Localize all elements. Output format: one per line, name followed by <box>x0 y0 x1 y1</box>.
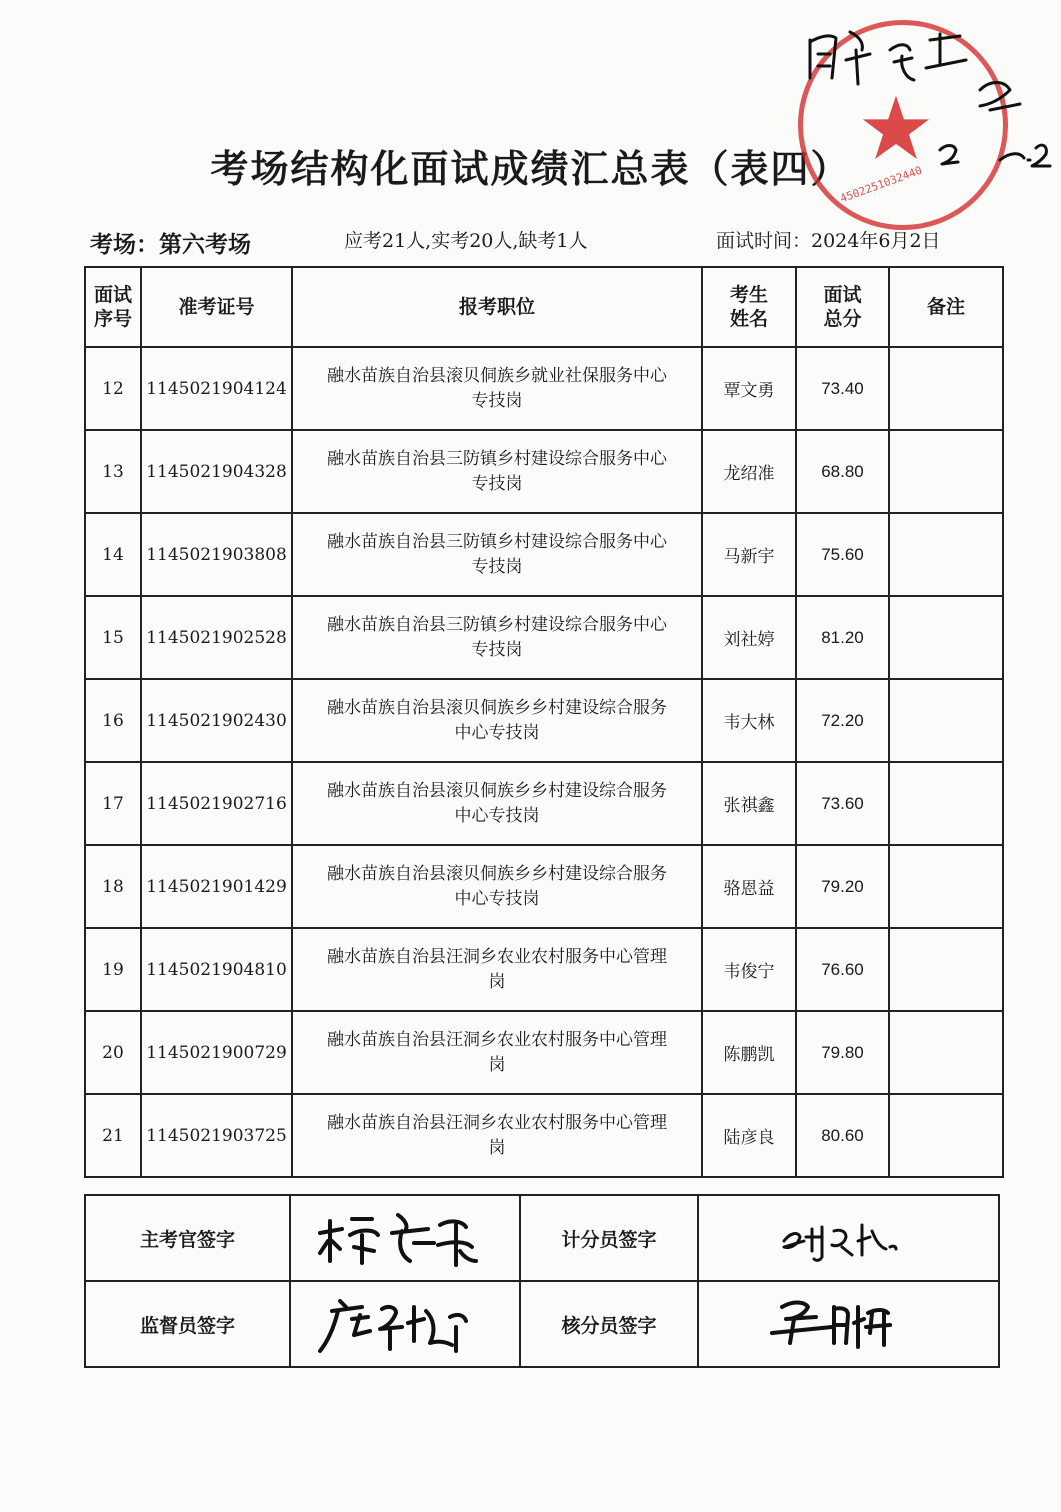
cell-ticket: 1145021902430 <box>141 679 292 762</box>
cell-remark <box>889 762 1003 845</box>
cell-position: 融水苗族自治县三防镇乡村建设综合服务中心 专技岗 <box>292 513 702 596</box>
cell-seq: 15 <box>85 596 141 679</box>
cell-seq: 18 <box>85 845 141 928</box>
cell-position: 融水苗族自治县三防镇乡村建设综合服务中心 专技岗 <box>292 596 702 679</box>
cell-score: 68.80 <box>796 430 889 513</box>
header-name: 考生 姓名 <box>702 267 796 347</box>
chief-examiner-signature <box>290 1195 520 1281</box>
cell-remark <box>889 513 1003 596</box>
table-row <box>85 513 1003 596</box>
cell-ticket: 1145021902716 <box>141 762 292 845</box>
venue-label: 考场：第六考场 <box>90 232 251 258</box>
table-row <box>85 928 1003 1011</box>
supervisor-signature <box>290 1281 520 1367</box>
scorer-label: 计分员签字 <box>520 1195 698 1281</box>
cell-score: 73.40 <box>796 347 889 430</box>
signature-table <box>84 1194 1000 1368</box>
table-row <box>85 596 1003 679</box>
cell-position: 融水苗族自治县滚贝侗族乡乡村建设综合服务 中心专技岗 <box>292 679 702 762</box>
cell-seq: 16 <box>85 679 141 762</box>
cell-ticket: 1145021903808 <box>141 513 292 596</box>
cell-seq: 12 <box>85 347 141 430</box>
cell-score: 72.20 <box>796 679 889 762</box>
header-position: 报考职位 <box>292 267 702 347</box>
header-remark: 备注 <box>889 267 1003 347</box>
handwritten-signature <box>310 1287 500 1357</box>
cell-name: 覃文勇 <box>702 347 796 430</box>
cell-seq: 21 <box>85 1094 141 1177</box>
table-row <box>85 762 1003 845</box>
cell-ticket: 1145021904810 <box>141 928 292 1011</box>
cell-remark <box>889 596 1003 679</box>
scorer-signature <box>698 1195 999 1281</box>
handwritten-signature <box>754 1287 944 1357</box>
cell-name: 陈鹏凯 <box>702 1011 796 1094</box>
cell-ticket: 1145021903725 <box>141 1094 292 1177</box>
cell-name: 陆彦良 <box>702 1094 796 1177</box>
cell-remark <box>889 679 1003 762</box>
cell-name: 马新宇 <box>702 513 796 596</box>
table-row <box>85 347 1003 430</box>
signature-row <box>85 1281 999 1367</box>
handwritten-signature <box>310 1201 500 1271</box>
cell-name: 骆恩益 <box>702 845 796 928</box>
cell-ticket: 1145021901429 <box>141 845 292 928</box>
cell-name: 张祺鑫 <box>702 762 796 845</box>
cell-score: 79.80 <box>796 1011 889 1094</box>
cell-position: 融水苗族自治县滚贝侗族乡就业社保服务中心 专技岗 <box>292 347 702 430</box>
cell-name: 韦俊宁 <box>702 928 796 1011</box>
cell-position: 融水苗族自治县汪洞乡农业农村服务中心管理 岗 <box>292 1011 702 1094</box>
cell-seq: 17 <box>85 762 141 845</box>
table-row <box>85 845 1003 928</box>
cell-remark <box>889 430 1003 513</box>
supervisor-label: 监督员签字 <box>85 1281 290 1367</box>
cell-name: 龙绍准 <box>702 430 796 513</box>
cell-score: 81.20 <box>796 596 889 679</box>
table-header-row <box>85 267 1003 347</box>
cell-name: 韦大林 <box>702 679 796 762</box>
cell-score: 76.60 <box>796 928 889 1011</box>
attendance-counts: 应考21人,实考20人,缺考1人 <box>344 230 588 252</box>
cell-score: 79.20 <box>796 845 889 928</box>
cell-score: 73.60 <box>796 762 889 845</box>
cell-ticket: 1145021902528 <box>141 596 292 679</box>
cell-position: 融水苗族自治县汪洞乡农业农村服务中心管理 岗 <box>292 928 702 1011</box>
cell-remark <box>889 928 1003 1011</box>
cell-score: 80.60 <box>796 1094 889 1177</box>
header-seq: 面试 序号 <box>85 267 141 347</box>
cell-ticket: 1145021904328 <box>141 430 292 513</box>
table-row <box>85 430 1003 513</box>
cell-seq: 19 <box>85 928 141 1011</box>
cell-score: 75.60 <box>796 513 889 596</box>
cell-remark <box>889 845 1003 928</box>
verifier-label: 核分员签字 <box>520 1281 698 1367</box>
table-row <box>85 679 1003 762</box>
interview-date: 面试时间：2024年6月2日 <box>716 230 941 252</box>
cell-seq: 14 <box>85 513 141 596</box>
cell-remark <box>889 347 1003 430</box>
table-row <box>85 1011 1003 1094</box>
cell-ticket: 1145021904124 <box>141 347 292 430</box>
cell-position: 融水苗族自治县滚贝侗族乡乡村建设综合服务 中心专技岗 <box>292 762 702 845</box>
cell-position: 融水苗族自治县三防镇乡村建设综合服务中心 专技岗 <box>292 430 702 513</box>
table-row <box>85 1094 1003 1177</box>
approval-handwriting <box>790 10 1060 180</box>
cell-seq: 20 <box>85 1011 141 1094</box>
header-score: 面试 总分 <box>796 267 889 347</box>
scores-table <box>84 266 1004 1178</box>
handwritten-signature <box>754 1201 944 1271</box>
cell-position: 融水苗族自治县汪洞乡农业农村服务中心管理 岗 <box>292 1094 702 1177</box>
cell-seq: 13 <box>85 430 141 513</box>
document-title: 考场结构化面试成绩汇总表（表四） <box>210 147 851 191</box>
cell-ticket: 1145021900729 <box>141 1011 292 1094</box>
cell-remark <box>889 1011 1003 1094</box>
cell-remark <box>889 1094 1003 1177</box>
header-ticket: 准考证号 <box>141 267 292 347</box>
verifier-signature <box>698 1281 999 1367</box>
seal-code: 4502251032440 <box>838 163 924 206</box>
signature-row <box>85 1195 999 1281</box>
cell-name: 刘社婷 <box>702 596 796 679</box>
chief-examiner-label: 主考官签字 <box>85 1195 290 1281</box>
cell-position: 融水苗族自治县滚贝侗族乡乡村建设综合服务 中心专技岗 <box>292 845 702 928</box>
